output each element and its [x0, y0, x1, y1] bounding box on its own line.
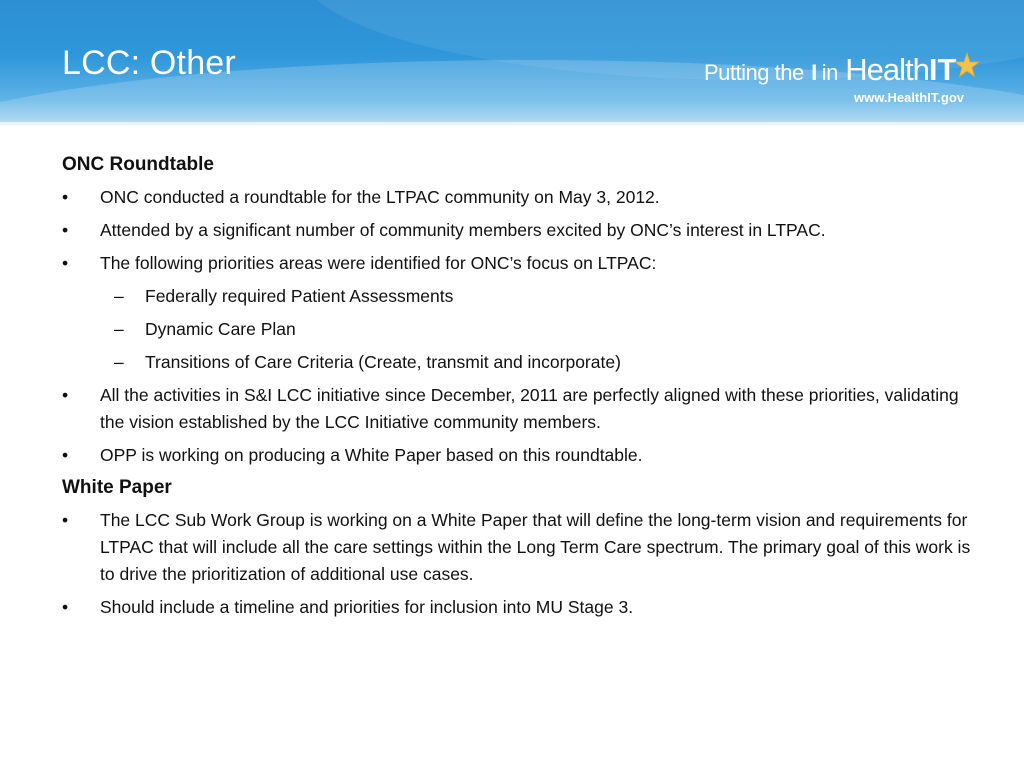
bullet-text: ONC conducted a roundtable for the LTPAC community on May 3, 2012. — [100, 187, 660, 207]
bullet-item — [62, 250, 972, 277]
logo-i-text: I — [811, 60, 818, 85]
section-heading-onc-roundtable: ONC Roundtable — [62, 154, 214, 175]
logo-in-text: in — [821, 60, 838, 85]
slide-body — [62, 152, 972, 627]
bullet-text: Should include a timeline and priorities for inclusion into MU Stage 3. — [100, 597, 634, 617]
bullet-marker: • — [62, 597, 69, 617]
bullet-text: OPP is working on producing a White Paper based on this roundtable. — [100, 445, 643, 465]
sub-bullet-text: Federally required Patient Assessments — [145, 286, 454, 306]
sub-bullet-item — [62, 316, 972, 343]
bullet-marker: • — [62, 510, 69, 530]
logo-putting-text: Putting the — [704, 60, 804, 85]
sub-bullet-text: Transitions of Care Criteria (Create, transmit and incorporate) — [145, 352, 621, 372]
sub-bullet-item — [62, 283, 972, 310]
bullet-item — [62, 594, 972, 621]
healthit-logo[interactable] — [704, 52, 1004, 112]
bullet-marker: • — [62, 253, 69, 273]
section-heading-white-paper: White Paper — [62, 477, 172, 498]
bullet-item — [62, 442, 972, 469]
star-icon — [954, 52, 980, 83]
bullet-item — [62, 217, 972, 244]
dash-marker: – — [114, 352, 124, 372]
bullet-text: Attended by a significant number of community members excited by ONC’s interest in LTPAC. — [100, 220, 826, 240]
bullet-text: The LCC Sub Work Group is working on a White Paper that will define the long-term vision and requirements for LTPAC that will include all the care settings within the Long Term Care spectrum. The primary goal of this work is to drive the prioritization of additional use cases. — [100, 510, 971, 584]
dash-marker: – — [114, 286, 124, 306]
bullet-text: The following priorities areas were identified for ONC’s focus on LTPAC: — [100, 253, 657, 273]
logo-url[interactable]: www.HealthIT.gov — [854, 90, 965, 105]
bullet-marker: • — [62, 385, 69, 405]
slide-title: LCC: Other — [62, 44, 236, 82]
sub-bullet-item — [62, 349, 972, 376]
bullet-item — [62, 507, 972, 588]
bullet-text: All the activities in S&I LCC initiative since December, 2011 are perfectly aligned with these priorities, validating the vision established by the LCC Initiative community members. — [100, 385, 959, 432]
logo-wordmark — [704, 52, 980, 88]
bullet-item — [62, 382, 972, 436]
logo-it-text: IT — [928, 52, 957, 87]
bullet-marker: • — [62, 220, 69, 240]
sub-bullet-text: Dynamic Care Plan — [145, 319, 296, 339]
bullet-item — [62, 184, 972, 211]
bullet-marker: • — [62, 187, 69, 207]
logo-health-text: Health — [845, 52, 929, 87]
bullet-marker: • — [62, 445, 69, 465]
dash-marker: – — [114, 319, 124, 339]
header-divider — [0, 122, 1024, 125]
